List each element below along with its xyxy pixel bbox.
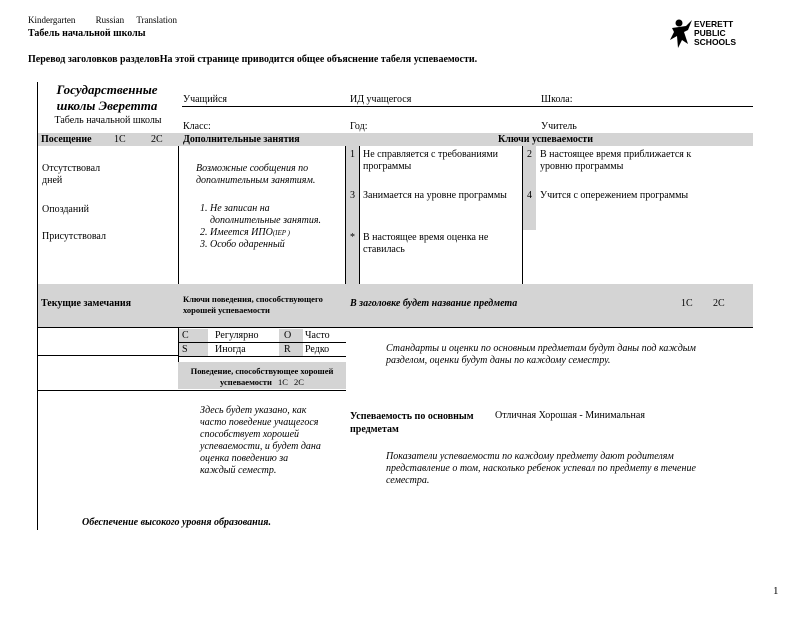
class-label: Класс: [183, 121, 211, 132]
remarks-line [38, 355, 178, 356]
behavior-box-header [182, 366, 342, 388]
behavior-keys-header: Ключи поведения, способствующего хорошей успеваемости [183, 294, 323, 315]
behavior-o-code: O [284, 330, 292, 341]
tag-translation: Translation [136, 15, 178, 25]
attendance-s2: 2С [151, 134, 163, 145]
key3-text: Занимается на уровне программы [363, 190, 507, 201]
behavior-c-code: C [182, 330, 189, 341]
keys-num-strip-left [346, 146, 359, 284]
core-note: Показатели успеваемости по каждому предмету дают родителям представление о том, насколько ребенок успевал по предмету в течение семестра. [386, 451, 696, 486]
core-scale: Отличная Хорошая - Минимальная [495, 410, 645, 421]
year-label: Год: [350, 121, 368, 132]
tag-language: Russian [95, 15, 125, 25]
behavior-r-code: R [284, 344, 291, 355]
teacher-label: Учитель [541, 121, 577, 132]
key2-text: В настоящее время приближается к уровню программы [540, 149, 692, 172]
student-row-line [182, 106, 753, 107]
card-subtitle: Табель начальной школы [54, 115, 162, 126]
section-header-band [38, 133, 753, 146]
additional-item-2-text: Имеется ИПО [210, 227, 273, 238]
iep-abbr: (IEP ) [272, 229, 290, 237]
school-name-line1: Государственные [56, 82, 158, 97]
behavior-o-label: Часто [305, 330, 330, 341]
key1-num: 1 [350, 149, 355, 160]
tardy-label: Опозданий [42, 204, 89, 215]
header-tags [28, 15, 177, 25]
additional-item-3: 3. Особо одаренный [210, 239, 335, 251]
key3-num: 3 [350, 190, 355, 201]
page-number: 1 [773, 585, 779, 597]
behavior-row-bottom [178, 356, 346, 357]
tag-kindergarten: Kindergarten [28, 15, 76, 25]
behavior-box-bottom [38, 390, 346, 391]
attendance-header: Посещение [41, 134, 92, 145]
intro-line [28, 54, 477, 65]
behavior-box-title: Поведение, способствующее хорошей успеваемости [190, 366, 334, 387]
keys-divider-a [359, 146, 360, 284]
progress-keys-header: Ключи успеваемости [498, 134, 593, 145]
subject-s2: 2С [713, 298, 725, 309]
additional-item-2 [210, 227, 335, 239]
behavior-box-s2: 2С [294, 377, 304, 387]
current-remarks: Текущие замечания [41, 298, 132, 309]
doc-title: Табель начальной школы [28, 28, 146, 39]
student-id-label: ИД учащегося [350, 94, 412, 105]
keystar-num: * [350, 232, 355, 243]
subject-heading: В заголовке будет название предмета [350, 298, 518, 309]
core-header: Успеваемость по основным предметам [350, 411, 474, 435]
keystar-text: В настоящее время оценка не ставилась [363, 232, 489, 255]
subject-s1: 1С [681, 298, 693, 309]
keys-divider-b [522, 146, 523, 284]
behavior-row-divider [178, 342, 346, 343]
logo-line-1: EVERETT [694, 19, 734, 29]
key2-num: 2 [527, 149, 532, 160]
key1-text: Не справляется с требованиями программы [363, 149, 499, 172]
school-name-line2: школы Эверетта [56, 98, 158, 113]
key4-num: 4 [527, 190, 532, 201]
present-label: Присутствовал [42, 231, 106, 242]
standards-note: Стандарты и оценки по основным предметам будут даны под каждым разделом, оценки будут даны по каждому семестру. [386, 343, 696, 366]
logo-figure-icon [668, 18, 694, 50]
additional-header: Дополнительные занятия [183, 134, 300, 145]
behavior-r-label: Редко [305, 344, 330, 355]
subject-band-bottom [38, 327, 753, 328]
school-field-label: Школа: [541, 94, 573, 105]
attendance-s1: 1С [114, 134, 126, 145]
intro-right: На этой странице приводится общее объяснение табеля успеваемости. [159, 54, 478, 65]
behavior-s-label: Иногда [215, 344, 246, 355]
behavior-box-s1: 1С [277, 377, 288, 387]
behavior-c-label: Регулярно [215, 330, 259, 341]
additional-item-1: 1. Не записан на дополнительные занятия. [210, 203, 335, 227]
behavior-s-code: S [182, 344, 188, 355]
absent-label: Отсутствовал дней [42, 163, 101, 186]
motto: Обеспечение высокого уровня образования. [82, 517, 271, 528]
additional-list [196, 203, 335, 251]
col-divider-1 [178, 146, 179, 284]
everett-logo [668, 18, 748, 52]
school-name [48, 82, 166, 114]
logo-line-3: SCHOOLS [694, 37, 737, 47]
logo-line-2: PUBLIC [694, 28, 726, 38]
key4-text: Учится с опережением программы [540, 190, 689, 201]
intro-left: Перевод заголовков разделов [28, 54, 160, 65]
behavior-note: Здесь будет указано, как часто поведение учащегося способствует хорошей успеваемости, и будет дана оценка поведению за каждый семестр. [200, 405, 321, 476]
additional-intro: Возможные сообщения по дополнительным занятиям. [196, 163, 316, 186]
student-label: Учащийся [183, 94, 227, 105]
